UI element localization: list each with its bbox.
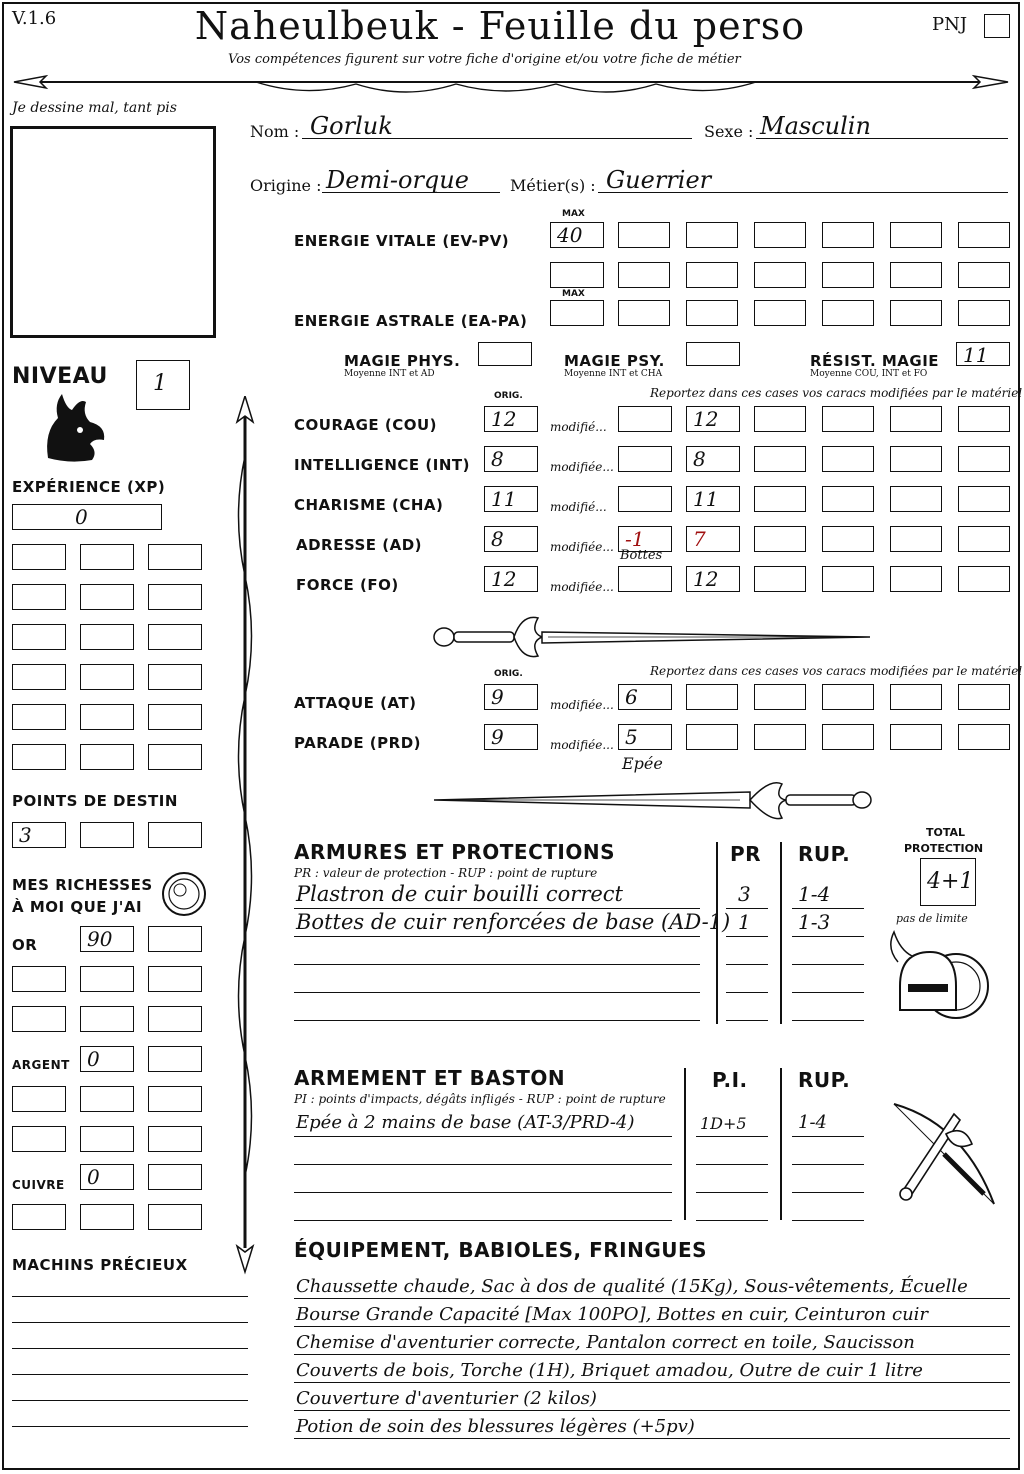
charisme-extra-box-4[interactable] (958, 486, 1010, 512)
machins-line-5[interactable] (12, 1380, 248, 1401)
resist-magie-note: Moyenne COU, INT et FO (810, 369, 928, 379)
armure-pr-1: 3 (738, 882, 751, 906)
machins-label: MACHINS PRÉCIEUX (12, 1256, 188, 1274)
metier-value: Guerrier (606, 166, 712, 194)
version-label: V.1.6 (12, 8, 57, 29)
force-extra-box-4[interactable] (958, 566, 1010, 592)
nom-label: Nom : (250, 122, 300, 141)
argent-grid-box-1-3[interactable] (148, 1086, 202, 1112)
ev-label: ENERGIE VITALE (EV-PV) (294, 232, 510, 250)
attaque-orig-box[interactable] (484, 684, 538, 710)
parade-note: Epée (622, 754, 663, 773)
total-label-2: PROTECTION (904, 842, 984, 855)
force-mod-label: modifiée... (550, 580, 614, 594)
courage-orig-box-value: 12 (491, 407, 517, 431)
helmet-shield-illustration (886, 926, 996, 1036)
subtitle: Vos compétences figurent sur votre fiche d'origine et/ou votre fiche de métier (228, 52, 741, 67)
ev-max-box[interactable] (550, 222, 604, 248)
xp-grid-box-4-2[interactable] (80, 664, 134, 690)
charisme-value-box-value: 11 (693, 487, 719, 511)
carac-report-note: Reportez dans ces cases vos caracs modifiées par le matériel (650, 386, 1023, 400)
arme-name-1: Epée à 2 mains de base (AT-3/PRD-4) (296, 1112, 635, 1133)
parade-orig-box-value: 9 (491, 725, 504, 749)
ea-box-6[interactable] (958, 300, 1010, 326)
xp-grid-box-6-2[interactable] (80, 744, 134, 770)
parade-extra-box-5[interactable] (958, 724, 1010, 750)
arme-rup-1: 1-4 (798, 1112, 827, 1133)
armure-name-2: Bottes de cuir renforcées de base (AD-1) (296, 910, 731, 934)
equipement-title: ÉQUIPEMENT, BABIOLES, FRINGUES (294, 1238, 708, 1262)
parade-extra-box-1[interactable] (686, 724, 738, 750)
arme-row-3[interactable] (294, 1168, 672, 1193)
or-grid-box-2-2[interactable] (80, 1006, 134, 1032)
charisme-mod-box[interactable] (618, 486, 672, 512)
coin-icon (160, 870, 208, 918)
pnj-label: PNJ (932, 14, 968, 35)
parade-mod-box[interactable] (618, 724, 672, 750)
xp-grid-box-3-2[interactable] (80, 624, 134, 650)
arme-pi-line-2[interactable] (696, 1140, 768, 1165)
force-extra-box-1[interactable] (754, 566, 806, 592)
argent-grid-box-2-2[interactable] (80, 1126, 134, 1152)
adresse-orig-box[interactable] (484, 526, 538, 552)
armure-rup-line-3[interactable] (792, 940, 864, 965)
force-extra-box-2[interactable] (822, 566, 874, 592)
portrait-frame[interactable] (10, 126, 216, 338)
or-box-value: 90 (87, 927, 113, 951)
equipement-text-6: Potion de soin des blessures légères (+5pv) (296, 1416, 695, 1437)
armure-pr-line-5[interactable] (726, 996, 768, 1021)
armure-pr-line-4[interactable] (726, 968, 768, 993)
magie-psy-box[interactable] (686, 342, 740, 366)
force-extra-box-3[interactable] (890, 566, 942, 592)
destin-box-1-value: 3 (19, 823, 32, 847)
cuivre-grid-box-1[interactable] (12, 1204, 66, 1230)
arme-pi-1: 1D+5 (700, 1114, 747, 1133)
adresse-extra-box-2[interactable] (822, 526, 874, 552)
niveau-label: NIVEAU (12, 364, 108, 389)
armure-rup-line-5[interactable] (792, 996, 864, 1021)
argent-box[interactable] (80, 1046, 134, 1072)
courage-mod-box[interactable] (618, 406, 672, 432)
ev-box-r2-6[interactable] (890, 262, 942, 288)
destin-label: POINTS DE DESTIN (12, 792, 178, 810)
combat-orig-header: ORIG. (494, 669, 523, 679)
limit-note: pas de limite (896, 912, 968, 925)
adresse-mod-label: modifiée... (550, 540, 614, 554)
force-orig-box-value: 12 (491, 567, 517, 591)
equipement-text-2: Bourse Grande Capacité [Max 100PO], Bottes en cuir, Ceinturon cuir (296, 1304, 929, 1325)
equipement-text-1: Chaussette chaude, Sac à dos de qualité (15Kg), Sous-vêtements, Écuelle (296, 1276, 968, 1297)
courage-value-box-value: 12 (693, 407, 719, 431)
carac-orig-header: ORIG. (494, 391, 523, 401)
total-label-1: TOTAL (926, 826, 966, 839)
xp-value: 0 (75, 505, 88, 529)
arme-rup-line-3[interactable] (792, 1168, 864, 1193)
courage-label: COURAGE (COU) (294, 416, 438, 434)
ev-box-r2-2[interactable] (618, 262, 670, 288)
sword-illustration-2 (430, 778, 880, 828)
ev-max-value: 40 (557, 223, 583, 247)
intelligence-extra-box-1[interactable] (754, 446, 806, 472)
arme-rup-line-2[interactable] (792, 1140, 864, 1165)
armement-divider-1 (684, 1068, 686, 1220)
pnj-checkbox[interactable] (984, 14, 1010, 38)
resist-magie-value: 11 (963, 343, 989, 367)
parade-mod-box-value: 5 (625, 725, 638, 749)
attaque-extra-box-3[interactable] (822, 684, 874, 710)
nom-value: Gorluk (310, 112, 393, 140)
armure-name-1: Plastron de cuir bouilli correct (296, 882, 623, 906)
armement-divider-2 (780, 1068, 782, 1220)
adresse-extra-box-3[interactable] (890, 526, 942, 552)
charisme-label: CHARISME (CHA) (294, 496, 444, 514)
xp-grid-box-5-2[interactable] (80, 704, 134, 730)
intelligence-orig-box[interactable] (484, 446, 538, 472)
armure-pr-2: 1 (738, 910, 751, 934)
parade-extra-box-4[interactable] (890, 724, 942, 750)
courage-extra-box-1[interactable] (754, 406, 806, 432)
metier-label: Métier(s) : (510, 176, 596, 195)
ea-max-label: MAX (562, 289, 585, 299)
or-grid-box-1-2[interactable] (80, 966, 134, 992)
parade-mod-label: modifiée... (550, 738, 614, 752)
charisme-extra-box-3[interactable] (890, 486, 942, 512)
intelligence-extra-box-4[interactable] (958, 446, 1010, 472)
adresse-orig-box-value: 8 (491, 527, 504, 551)
attaque-extra-box-5[interactable] (958, 684, 1010, 710)
destin-box-3[interactable] (148, 822, 202, 848)
armement-rup-header: RUP. (798, 1068, 851, 1092)
force-orig-box[interactable] (484, 566, 538, 592)
intelligence-extra-box-2[interactable] (822, 446, 874, 472)
arme-row-2[interactable] (294, 1140, 672, 1165)
armure-row-4[interactable] (294, 968, 700, 993)
or-grid-box-1-3[interactable] (148, 966, 202, 992)
or-grid-box-1-1[interactable] (12, 966, 66, 992)
xp-box[interactable] (12, 504, 162, 530)
sexe-value: Masculin (760, 112, 871, 140)
xp-grid-box-6-1[interactable] (12, 744, 66, 770)
courage-extra-box-3[interactable] (890, 406, 942, 432)
attaque-label: ATTAQUE (AT) (294, 694, 417, 712)
charisme-extra-box-1[interactable] (754, 486, 806, 512)
attaque-mod-label: modifiée... (550, 698, 614, 712)
ev-box-r1-5[interactable] (890, 222, 942, 248)
arme-rup-line-4[interactable] (792, 1196, 864, 1221)
ev-box-r1-3[interactable] (754, 222, 806, 248)
spear-divider (6, 70, 1016, 100)
force-label: FORCE (FO) (296, 576, 399, 594)
machins-line-1[interactable] (12, 1276, 248, 1297)
machins-line-2[interactable] (12, 1302, 248, 1323)
ea-label: ENERGIE ASTRALE (EA-PA) (294, 312, 528, 330)
charisme-value-box[interactable] (686, 486, 740, 512)
adresse-extra-box-1[interactable] (754, 526, 806, 552)
armures-note: PR : valeur de protection - RUP : point de rupture (294, 866, 598, 880)
intelligence-value-box[interactable] (686, 446, 740, 472)
parade-orig-box[interactable] (484, 724, 538, 750)
attaque-orig-box-value: 9 (491, 685, 504, 709)
ea-max-box[interactable] (550, 300, 604, 326)
adresse-value-box[interactable] (686, 526, 740, 552)
niveau-box[interactable] (136, 360, 190, 410)
xp-grid-box-6-3[interactable] (148, 744, 202, 770)
arme-pi-line-4[interactable] (696, 1196, 768, 1221)
parade-extra-box-2[interactable] (754, 724, 806, 750)
xp-grid-box-1-1[interactable] (12, 544, 66, 570)
resist-magie-label: RÉSIST. MAGIE (810, 352, 940, 370)
parade-label: PARADE (PRD) (294, 734, 422, 752)
total-protection-value: 4+1 (927, 869, 974, 894)
courage-orig-box[interactable] (484, 406, 538, 432)
magie-psy-note: Moyenne INT et CHA (564, 369, 663, 379)
argent-label: ARGENT (12, 1058, 70, 1072)
force-value-box[interactable] (686, 566, 740, 592)
courage-mod-label: modifié... (550, 420, 607, 434)
courage-extra-box-2[interactable] (822, 406, 874, 432)
argent-grid-box-2-1[interactable] (12, 1126, 66, 1152)
or-label: OR (12, 936, 38, 954)
magie-psy-label: MAGIE PSY. (564, 352, 665, 370)
ev-box-r2-4[interactable] (754, 262, 806, 288)
charisme-orig-box-value: 11 (491, 487, 517, 511)
ev-box-r1-2[interactable] (686, 222, 738, 248)
ev-box-r1-1[interactable] (618, 222, 670, 248)
xp-grid-box-2-1[interactable] (12, 584, 66, 610)
niveau-value: 1 (153, 371, 167, 396)
xp-grid-box-1-2[interactable] (80, 544, 134, 570)
courage-extra-box-4[interactable] (958, 406, 1010, 432)
argent-grid-box-2-3[interactable] (148, 1126, 202, 1152)
destin-box-2[interactable] (80, 822, 134, 848)
vertical-spear-illustration (228, 396, 262, 1276)
portrait-caption: Je dessine mal, tant pis (12, 100, 177, 116)
attaque-mod-box[interactable] (618, 684, 672, 710)
machins-line-3[interactable] (12, 1328, 248, 1349)
resist-magie-box[interactable] (956, 342, 1010, 366)
adresse-mod-note: Bottes (620, 548, 663, 563)
machins-line-6[interactable] (12, 1406, 248, 1427)
charisme-mod-label: modifié... (550, 500, 607, 514)
armure-rup-1: 1-4 (798, 882, 831, 906)
ea-box-2[interactable] (686, 300, 738, 326)
destin-box-1[interactable] (12, 822, 66, 848)
intelligence-extra-box-3[interactable] (890, 446, 942, 472)
armure-rup-2: 1-3 (798, 910, 831, 934)
xp-grid-box-4-1[interactable] (12, 664, 66, 690)
courage-value-box[interactable] (686, 406, 740, 432)
ev-max-label: MAX (562, 209, 585, 219)
xp-grid-box-2-3[interactable] (148, 584, 202, 610)
charisme-extra-box-2[interactable] (822, 486, 874, 512)
cuivre-box[interactable] (80, 1164, 134, 1190)
equipement-text-3: Chemise d'aventurier correcte, Pantalon correct en toile, Saucisson (296, 1332, 915, 1353)
or-box[interactable] (80, 926, 134, 952)
armure-rup-line-4[interactable] (792, 968, 864, 993)
weapons-illustration (884, 1094, 1004, 1214)
intelligence-mod-box[interactable] (618, 446, 672, 472)
armure-row-5[interactable] (294, 996, 700, 1021)
armures-title: ARMURES ET PROTECTIONS (294, 840, 615, 864)
armures-rup-header: RUP. (798, 842, 851, 866)
intelligence-value-box-value: 8 (693, 447, 706, 471)
xp-grid-box-1-3[interactable] (148, 544, 202, 570)
cuivre-extra-box[interactable] (148, 1164, 202, 1190)
richesses-label-2: À MOI QUE J'AI (12, 898, 143, 916)
or-grid-box-2-3[interactable] (148, 1006, 202, 1032)
xp-grid-box-5-3[interactable] (148, 704, 202, 730)
armure-row-3[interactable] (294, 940, 700, 965)
intelligence-mod-label: modifiée... (550, 460, 614, 474)
charisme-orig-box[interactable] (484, 486, 538, 512)
armure-pr-line-3[interactable] (726, 940, 768, 965)
ev-box-r2-3[interactable] (686, 262, 738, 288)
or-grid-box-2-1[interactable] (12, 1006, 66, 1032)
xp-label: EXPÉRIENCE (XP) (12, 478, 166, 496)
adresse-extra-box-4[interactable] (958, 526, 1010, 552)
intelligence-orig-box-value: 8 (491, 447, 504, 471)
ev-box-r1-6[interactable] (958, 222, 1010, 248)
argent-extra-box[interactable] (148, 1046, 202, 1072)
attaque-extra-box-1[interactable] (686, 684, 738, 710)
ea-box-4[interactable] (822, 300, 874, 326)
arme-pi-line-3[interactable] (696, 1168, 768, 1193)
argent-grid-box-1-1[interactable] (12, 1086, 66, 1112)
sexe-label: Sexe : (704, 122, 754, 141)
ea-box-5[interactable] (890, 300, 942, 326)
cuivre-grid-box-3[interactable] (148, 1204, 202, 1230)
or-extra-box[interactable] (148, 926, 202, 952)
magie-phys-box[interactable] (478, 342, 532, 366)
argent-box-value: 0 (87, 1047, 100, 1071)
page-title: Naheulbeuk - Feuille du perso (194, 4, 806, 48)
xp-grid-box-4-3[interactable] (148, 664, 202, 690)
ev-box-r2-5[interactable] (822, 262, 874, 288)
xp-grid-box-2-2[interactable] (80, 584, 134, 610)
ev-box-r1-4[interactable] (822, 222, 874, 248)
xp-grid-box-5-1[interactable] (12, 704, 66, 730)
attaque-extra-box-2[interactable] (754, 684, 806, 710)
ea-box-3[interactable] (754, 300, 806, 326)
ea-box-1[interactable] (618, 300, 670, 326)
attaque-mod-box-value: 6 (625, 685, 638, 709)
xp-grid-box-3-3[interactable] (148, 624, 202, 650)
armement-note: PI : points d'impacts, dégâts infligés - RUP : point de rupture (294, 1092, 666, 1106)
argent-grid-box-1-2[interactable] (80, 1086, 134, 1112)
total-protection-box[interactable] (920, 858, 976, 906)
force-value-box-value: 12 (693, 567, 719, 591)
combat-report-note: Reportez dans ces cases vos caracs modifiées par le matériel (650, 664, 1023, 678)
armures-pr-header: PR (730, 842, 762, 866)
origine-label: Origine : (250, 176, 322, 195)
machins-line-4[interactable] (12, 1354, 248, 1375)
cuivre-grid-box-2[interactable] (80, 1204, 134, 1230)
sword-illustration-1 (430, 612, 880, 662)
origine-value: Demi-orque (326, 166, 469, 194)
equipement-text-5: Couverture d'aventurier (2 kilos) (296, 1388, 597, 1409)
dragon-head-icon (40, 392, 108, 466)
magie-phys-label: MAGIE PHYS. (344, 352, 461, 370)
adresse-label: ADRESSE (AD) (296, 536, 423, 554)
cuivre-label: CUIVRE (12, 1178, 65, 1192)
equipement-text-4: Couverts de bois, Torche (1H), Briquet amadou, Outre de cuir 1 litre (296, 1360, 923, 1381)
xp-grid-box-3-1[interactable] (12, 624, 66, 650)
attaque-extra-box-4[interactable] (890, 684, 942, 710)
force-mod-box[interactable] (618, 566, 672, 592)
ev-box-r2-7[interactable] (958, 262, 1010, 288)
ev-box-r2-1[interactable] (550, 262, 604, 288)
intelligence-label: INTELLIGENCE (INT) (294, 456, 470, 474)
arme-row-4[interactable] (294, 1196, 672, 1221)
armement-title: ARMEMENT ET BASTON (294, 1066, 566, 1090)
parade-extra-box-3[interactable] (822, 724, 874, 750)
armement-pi-header: P.I. (712, 1068, 748, 1092)
adresse-mod-box-value: -1 (625, 527, 645, 551)
adresse-value-box-value: 7 (693, 527, 706, 551)
magie-phys-note: Moyenne INT et AD (344, 369, 435, 379)
richesses-label-1: MES RICHESSES (12, 876, 153, 894)
armures-divider-2 (780, 842, 782, 1024)
cuivre-box-value: 0 (87, 1165, 100, 1189)
